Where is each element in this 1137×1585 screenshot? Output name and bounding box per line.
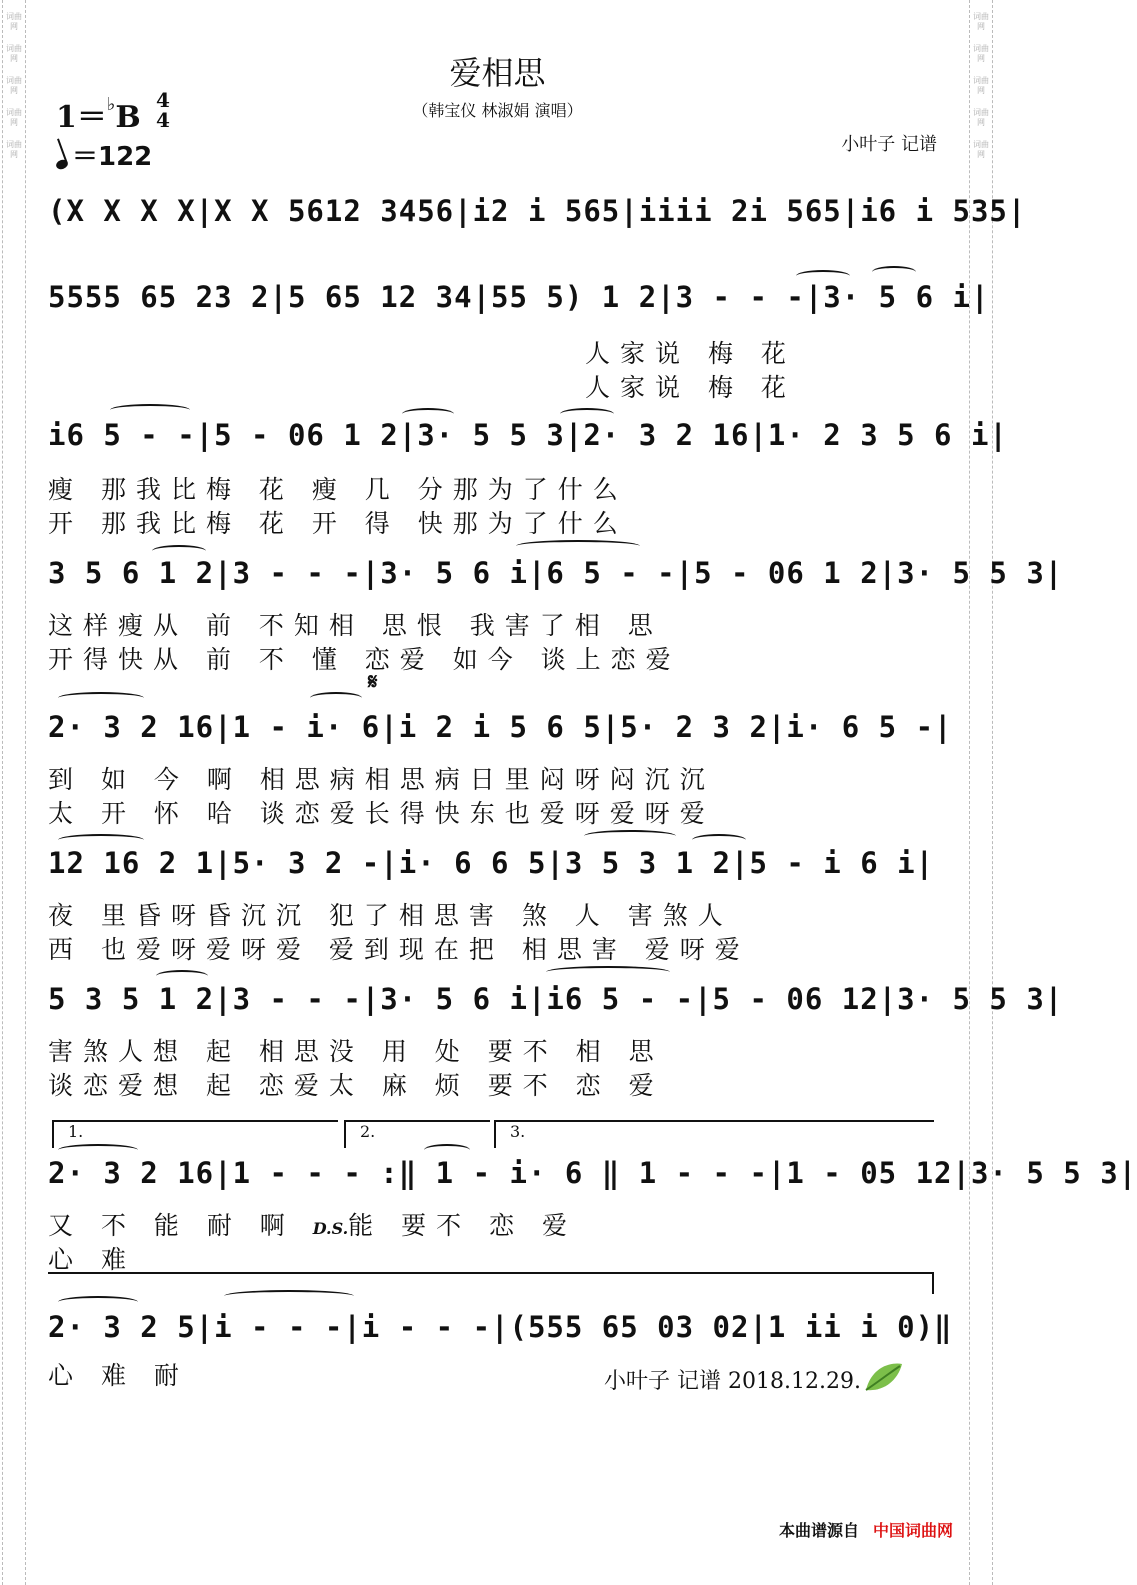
slur bbox=[110, 404, 190, 416]
key-note: B bbox=[115, 100, 141, 135]
lyric-line-6-verse-1: 夜 里昏呀昏沉沉 犯了相思害 煞 人 害煞人 bbox=[48, 901, 733, 930]
slur bbox=[310, 692, 362, 704]
slur bbox=[516, 540, 640, 552]
slur bbox=[872, 266, 916, 278]
watermark-text: 词曲网 bbox=[973, 108, 989, 127]
lyric-line-3-verse-2: 开 那我比梅 花 开 得 快那为了什么 bbox=[48, 509, 628, 538]
volta-3: 3. bbox=[494, 1120, 934, 1148]
source-label: 本曲谱源自 bbox=[778, 1521, 859, 1540]
watermark-text: 词曲网 bbox=[973, 140, 989, 159]
score-line-9: 2· 3 2 5|i - - -|i - - -|(555 65 03 02|1 ii i 0)‖ bbox=[48, 1310, 953, 1344]
performers: （韩宝仪 林淑娟 演唱） bbox=[412, 101, 583, 120]
ending-bracket bbox=[48, 1272, 934, 1294]
time-signature bbox=[156, 90, 170, 130]
left-watermark-strip bbox=[2, 0, 26, 1585]
slur bbox=[58, 834, 144, 846]
slur bbox=[224, 1290, 354, 1302]
watermark-text: 词曲网 bbox=[6, 44, 22, 63]
key-prefix: 1＝ bbox=[56, 100, 107, 135]
key-signature bbox=[56, 92, 141, 136]
watermark-text: 词曲网 bbox=[6, 140, 22, 159]
lyric-line-5-verse-2: 太 开 怀 哈 谈恋爱长得快东也爱呀爱呀爱 bbox=[48, 799, 715, 828]
watermark-text: 词曲网 bbox=[973, 44, 989, 63]
lyric-line-3-verse-1: 瘦 那我比梅 花 瘦 几 分那为了什么 bbox=[48, 475, 628, 504]
transcriber: 小叶子 记谱 bbox=[841, 134, 937, 155]
song-title: 爱相思 bbox=[449, 54, 546, 92]
score-line-1: (X X X X|X X 5612 3456|i2 i 565|iiii 2i 565|i6 i 535| bbox=[48, 194, 1027, 228]
flat-sign: ♭ bbox=[106, 94, 116, 115]
lyric-line-2-verse-2: 人家说 梅 花 bbox=[585, 373, 796, 402]
score-line-6: 12 16 2 1|5· 3 2 -|i· 6 6 5|3 5 3 1 2|5 - i 6 i| bbox=[48, 846, 935, 880]
slur bbox=[58, 1296, 138, 1308]
score-line-2: 5555 65 23 2|5 65 12 34|55 5) 1 2|3 - - -|3· 5 6 i| bbox=[48, 280, 990, 314]
lyric-line-4-verse-2: 开得快从 前 不 懂 恋爱 如今 谈上恋爱 bbox=[48, 645, 681, 674]
slur bbox=[58, 1144, 138, 1156]
lyric-line-9: 心 难 耐 bbox=[48, 1361, 189, 1390]
lyric-line-6-verse-2: 西 也爱呀爱呀爱 爱到现在把 相思害 爱呀爱 bbox=[48, 935, 750, 964]
slur bbox=[584, 830, 676, 842]
slur bbox=[424, 1144, 470, 1156]
lyric-line-7-verse-2: 谈恋爱想 起 恋爱太 麻 烦 要不 恋 爱 bbox=[48, 1071, 664, 1100]
source-credit bbox=[779, 1518, 953, 1541]
score-line-8: 2· 3 2 16|1 - - - :‖ 1 - i· 6 ‖ 1 - - -|1 - 05 12|3· 5 5 3| bbox=[48, 1156, 1137, 1190]
volta-2: 2. bbox=[344, 1120, 490, 1148]
watermark-text: 词曲网 bbox=[973, 12, 989, 31]
watermark-text: 词曲网 bbox=[6, 12, 22, 31]
tempo-mark bbox=[56, 136, 152, 173]
score-line-5: 2· 3 2 16|1 - i· 6|i 2 i 5 6 5|5· 2 3 2|i· 6 5 -| bbox=[48, 710, 953, 744]
lyric-text: 能 要不 恋 爱 bbox=[348, 1211, 578, 1240]
lyric-line-8-verse-2: 心 难 bbox=[48, 1245, 136, 1274]
score-line-7: 5 3 5 1 2|3 - - -|3· 5 6 i|i6 5 - -|5 - 06 12|3· 5 5 3| bbox=[48, 982, 1064, 1016]
score-line-4: 3 5 6 1 2|3 - - -|3· 5 6 i|6 5 - -|5 - 06 1 2|3· 5 5 3| bbox=[48, 556, 1064, 590]
lyric-line-5-verse-1: 到 如 今 啊 相思病相思病日里闷呀闷沉沉 bbox=[48, 765, 715, 794]
right-watermark-strip bbox=[969, 0, 993, 1585]
lyric-line-4-verse-1: 这样瘦从 前 不知相 思恨 我害了相 思 bbox=[48, 611, 663, 640]
watermark-text: 词曲网 bbox=[6, 76, 22, 95]
watermark-text: 词曲网 bbox=[973, 76, 989, 95]
lyric-line-2-verse-1: 人家说 梅 花 bbox=[585, 339, 796, 368]
lyric-text: 又 不 能 耐 啊 bbox=[48, 1211, 313, 1240]
tempo-value: ＝122 bbox=[72, 142, 153, 172]
slur bbox=[546, 966, 670, 978]
time-top: 4 bbox=[156, 88, 170, 112]
transcriber-signature: 小叶子 记谱 2018.12.29. bbox=[604, 1369, 861, 1394]
watermark-text: 词曲网 bbox=[6, 108, 22, 127]
source-site-link[interactable]: 中国词曲网 bbox=[872, 1521, 953, 1540]
slur bbox=[58, 692, 144, 704]
slur bbox=[156, 970, 208, 982]
score-line-3: i6 5 - -|5 - 06 1 2|3· 5 5 3|2· 3 2 16|1· 2 3 5 6 i| bbox=[48, 418, 1008, 452]
segno-sign: 𝄋 bbox=[368, 670, 378, 695]
volta-1: 1. bbox=[52, 1120, 338, 1148]
slur bbox=[692, 834, 746, 846]
lyric-line-7-verse-1: 害煞人想 起 相思没 用 处 要不 相 思 bbox=[48, 1037, 664, 1066]
lyric-line-8-verse-1 bbox=[48, 1206, 938, 1242]
leaf-icon bbox=[862, 1360, 906, 1394]
time-bottom: 4 bbox=[156, 108, 170, 132]
da-segno-mark: D.S. bbox=[312, 1219, 349, 1238]
quarter-note-icon bbox=[55, 158, 69, 171]
